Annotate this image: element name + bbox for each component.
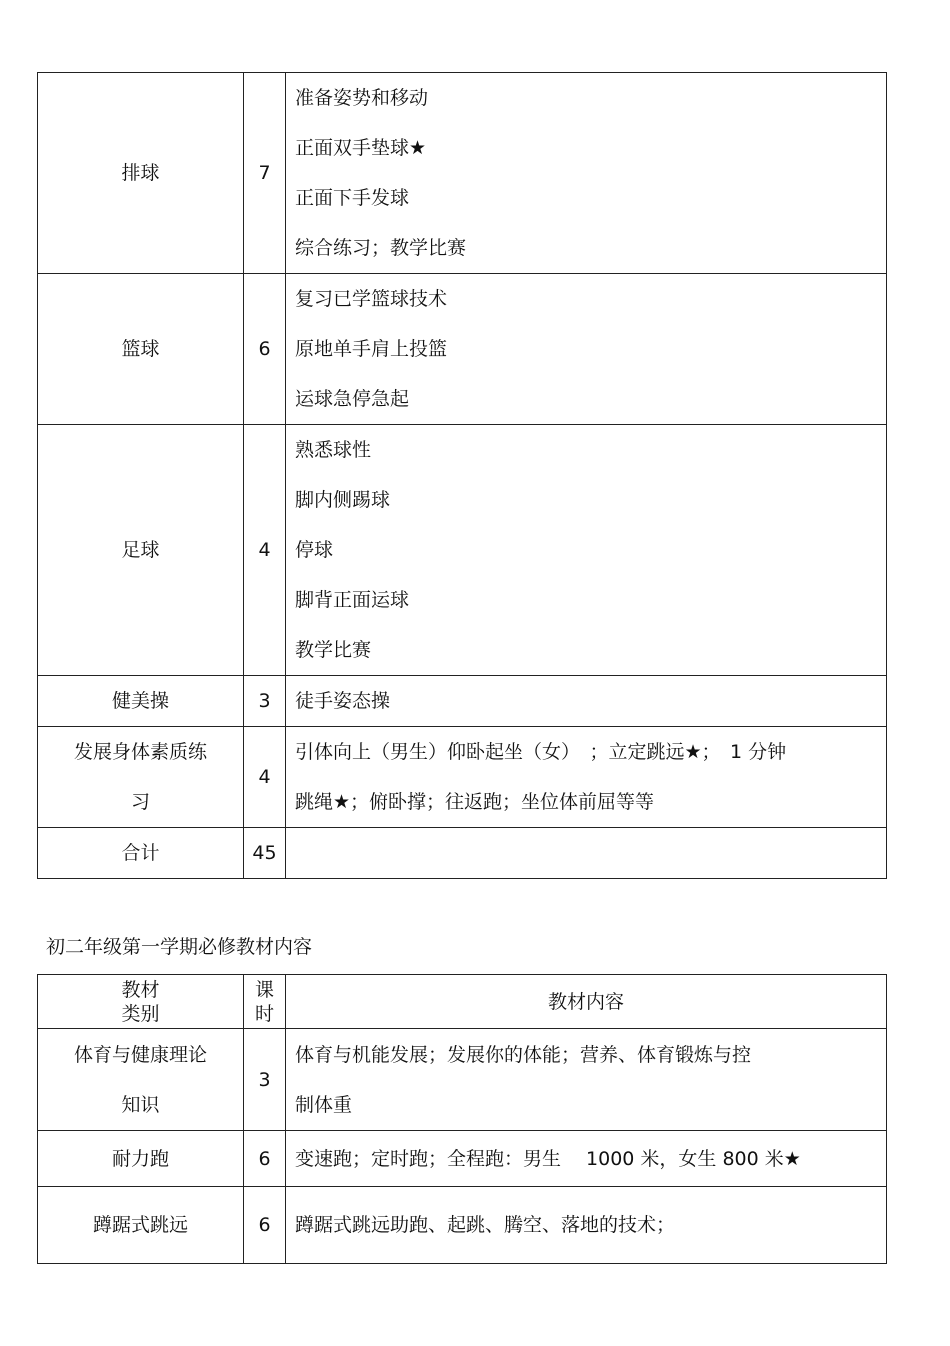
content-line: 脚背正面运球 — [295, 589, 410, 611]
category-line: 习 — [130, 791, 150, 813]
category-cell: 篮球 — [38, 274, 244, 425]
content-cell — [286, 727, 887, 828]
table-row — [38, 73, 887, 274]
content-line: 原地单手肩上投篮 — [295, 338, 448, 360]
header-hours-line: 课 — [254, 978, 274, 1001]
content-line: 徒手姿态操 — [295, 690, 391, 712]
hours-cell: 6 — [244, 274, 286, 425]
category-cell: 足球 — [38, 425, 244, 676]
content-line: 运球急停急起 — [295, 388, 410, 410]
table-row — [38, 425, 887, 676]
content-line: 脚内侧踢球 — [295, 489, 391, 511]
content-cell — [286, 73, 887, 274]
content-cell — [286, 1029, 887, 1131]
category-cell: 耐力跑 — [38, 1131, 244, 1187]
table-row — [38, 828, 887, 879]
content-line: 教学比赛 — [295, 639, 372, 661]
hours-cell: 4 — [244, 727, 286, 828]
content-cell — [286, 425, 887, 676]
category-cell: 健美操 — [38, 676, 244, 727]
header-category-line: 教材 — [121, 978, 160, 1001]
header-hours — [244, 975, 286, 1029]
header-category-line: 类别 — [121, 1002, 160, 1025]
hours-cell: 3 — [244, 676, 286, 727]
hours-cell: 4 — [244, 425, 286, 676]
table-row — [38, 274, 887, 425]
content-line: 停球 — [295, 539, 334, 561]
category-line: 发展身体素质练 — [73, 741, 207, 763]
content-cell — [286, 828, 887, 879]
category-cell — [38, 727, 244, 828]
category-cell — [38, 1029, 244, 1131]
content-cell — [286, 676, 887, 727]
content-line: 体育与机能发展；发展你的体能；营养、体育锻炼与控 — [295, 1043, 752, 1066]
content-line: 综合练习；教学比赛 — [295, 237, 467, 259]
hours-cell: 6 — [244, 1131, 286, 1187]
table-row — [38, 676, 887, 727]
hours-cell: 7 — [244, 73, 286, 274]
table-row — [38, 1131, 887, 1187]
curriculum-table-2 — [37, 974, 887, 1264]
content-line: 蹲踞式跳远助跑、起跳、腾空、落地的技术； — [295, 1214, 676, 1236]
hours-cell: 45 — [244, 828, 286, 879]
category-cell: 排球 — [38, 73, 244, 274]
content-cell — [286, 1131, 887, 1187]
content-line: 制体重 — [295, 1093, 353, 1116]
table-row — [38, 1187, 887, 1264]
section-title: 初二年级第一学期必修教材内容 — [46, 936, 313, 958]
content-line: 变速跑；定时跑；全程跑：男生 1000 米，女生 800 米★ — [295, 1147, 801, 1170]
table-header-row — [38, 975, 887, 1029]
table-row — [38, 727, 887, 828]
content-cell — [286, 1187, 887, 1264]
header-category — [38, 975, 244, 1029]
category-cell: 蹲踞式跳远 — [38, 1187, 244, 1264]
header-hours-line: 时 — [254, 1002, 274, 1025]
category-cell: 合计 — [38, 828, 244, 879]
curriculum-table-1 — [37, 72, 887, 879]
category-line: 知识 — [121, 1093, 160, 1116]
content-line: 复习已学篮球技术 — [295, 288, 448, 310]
content-line: 跳绳★；俯卧撑；往返跑；坐位体前屈等等 — [295, 791, 655, 813]
hours-cell: 3 — [244, 1029, 286, 1131]
header-content: 教材内容 — [286, 975, 887, 1029]
content-line: 准备姿势和移动 — [295, 87, 429, 109]
table-row — [38, 1029, 887, 1131]
hours-cell: 6 — [244, 1187, 286, 1264]
content-line: 正面双手垫球★ — [295, 137, 427, 159]
content-line: 正面下手发球 — [295, 187, 410, 209]
content-line: 引体向上（男生）仰卧起坐（女） ；立定跳远★； 1 分钟 — [295, 741, 787, 763]
content-line: 熟悉球性 — [295, 439, 372, 461]
category-line: 体育与健康理论 — [73, 1043, 207, 1066]
content-cell — [286, 274, 887, 425]
